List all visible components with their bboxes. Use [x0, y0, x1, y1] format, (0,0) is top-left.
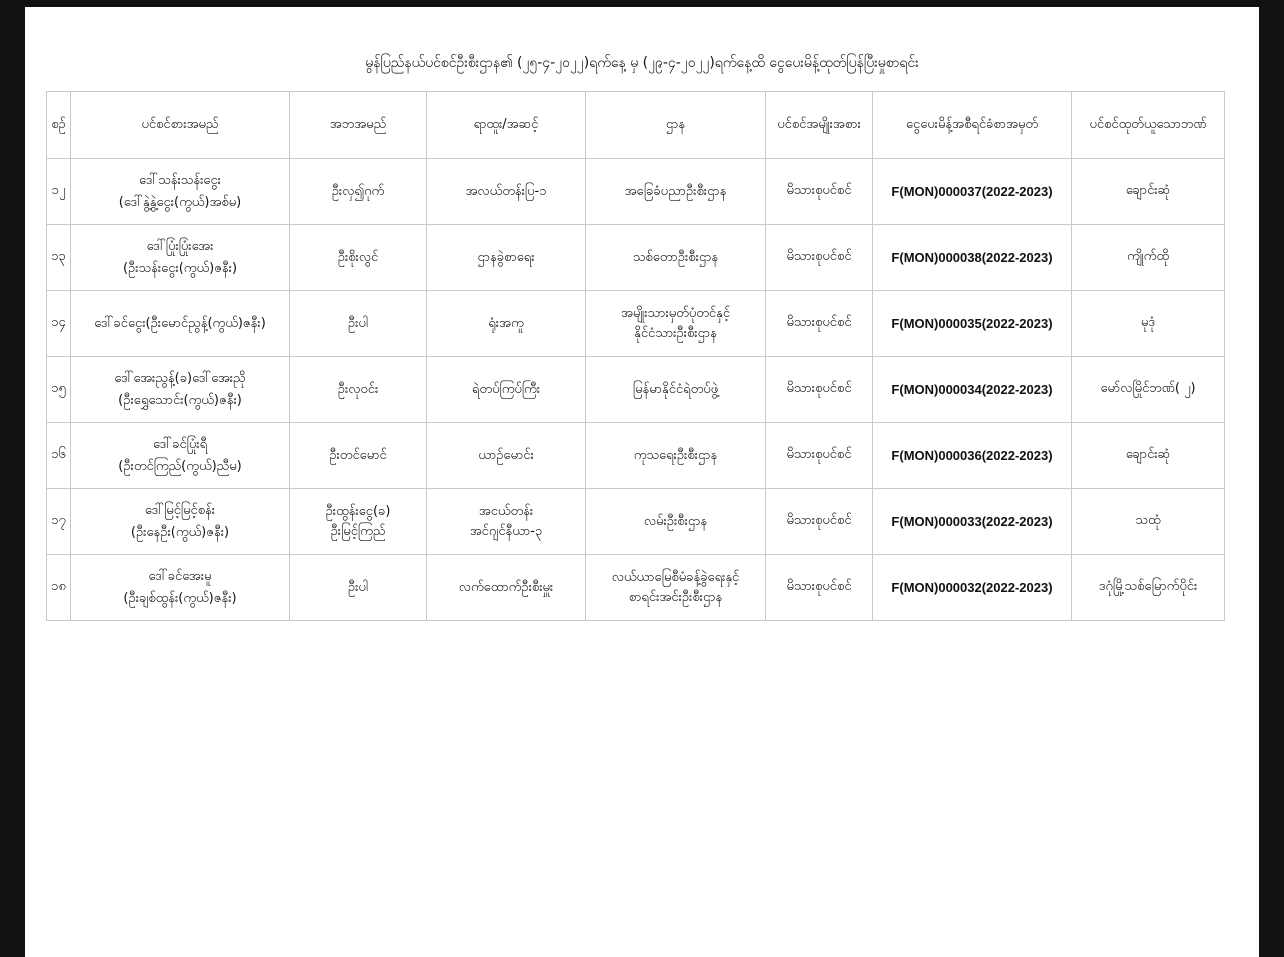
cell-pensioner-name-line: (ဦးရွှေသောင်း(ကွယ်)ဇနီး)	[118, 392, 242, 408]
cell-department	[586, 489, 766, 555]
cell-rank-line: ဌာနခွဲစာရေး	[477, 249, 535, 265]
cell-pensioner-name-line: (ဦးချစ်ထွန်း(ကွယ်)ဇနီး)	[123, 590, 237, 606]
cell-no: ၁၅	[47, 357, 71, 423]
header-rank: ရာထူး/အဆင့်	[427, 92, 586, 159]
cell-rank-line: ရုံးအကူ	[488, 315, 524, 331]
cell-father-name	[290, 159, 427, 225]
cell-rank	[427, 555, 586, 621]
cell-father-name	[290, 291, 427, 357]
cell-father-name	[290, 489, 427, 555]
cell-father-name	[290, 555, 427, 621]
cell-rank	[427, 291, 586, 357]
cell-father-name	[290, 225, 427, 291]
cell-department	[586, 423, 766, 489]
header-dept: ဌာန	[586, 92, 766, 159]
cell-report-code: F(MON)000034(2022-2023)	[873, 357, 1072, 423]
cell-pensioner-name-line: (ဦးသန်းငွေး(ကွယ်)ဇနီး)	[122, 260, 238, 276]
cell-bank: ချောင်းဆုံ	[1072, 159, 1225, 225]
table-row	[47, 291, 1225, 357]
cell-department	[586, 357, 766, 423]
cell-report-code: F(MON)000037(2022-2023)	[873, 159, 1072, 225]
cell-report-code: F(MON)000035(2022-2023)	[873, 291, 1072, 357]
cell-pensioner-name	[71, 423, 290, 489]
cell-rank-line: ရဲတပ်ကြပ်ကြီး	[471, 381, 541, 397]
cell-rank	[427, 159, 586, 225]
table-body	[47, 159, 1225, 621]
header-name: ပင်စင်စားအမည်	[71, 92, 290, 159]
cell-pension-type: မိသားစုပင်စင်	[766, 291, 873, 357]
table-row	[47, 489, 1225, 555]
cell-pension-type: မိသားစုပင်စင်	[766, 555, 873, 621]
cell-no: ၁၈	[47, 555, 71, 621]
table-header-row	[47, 92, 1225, 159]
cell-pensioner-name-line: ဒေါ်သန်းသန်းငွေး	[139, 172, 221, 188]
cell-department-line: သစ်တောဦးစီးဌာန	[632, 249, 719, 265]
cell-department	[586, 225, 766, 291]
cell-pensioner-name-line: ဒေါ်အေးညွန့်(ခ)ဒေါ်အေးညို	[114, 370, 246, 386]
cell-department-line: မြန်မာနိုင်ငံရဲတပ်ဖွဲ့	[632, 381, 719, 397]
header-type: ပင်စင်အမျိုးအစား	[766, 92, 873, 159]
cell-no: ၁၆	[47, 423, 71, 489]
cell-bank: မုဒုံ	[1072, 291, 1225, 357]
header-no: စဥ်	[47, 92, 71, 159]
cell-father-name-line: ဦးလှ၍ဂုက်	[331, 183, 385, 199]
cell-pensioner-name-line: ဒေါ်ခင်ပြုံးရီ	[152, 436, 208, 452]
cell-pensioner-name-line: (ဦးနေဦး(ကွယ်)ဇနီး)	[130, 524, 230, 540]
cell-report-code: F(MON)000032(2022-2023)	[873, 555, 1072, 621]
cell-father-name-line: ဦးထွန်းငွေ(ခ)	[325, 503, 391, 519]
cell-department-line: အမျိုးသားမှတ်ပုံတင်နှင့်	[620, 305, 731, 321]
cell-bank: မော်လမြိုင်ဘဏ်( ၂)	[1072, 357, 1225, 423]
cell-pension-type: မိသားစုပင်စင်	[766, 423, 873, 489]
cell-no: ၁၃	[47, 225, 71, 291]
cell-rank-line: အလယ်တန်းပြ-၁	[465, 183, 547, 199]
cell-pensioner-name	[71, 159, 290, 225]
cell-pensioner-name	[71, 291, 290, 357]
cell-department	[586, 291, 766, 357]
cell-no: ၁၄	[47, 291, 71, 357]
cell-father-name	[290, 357, 427, 423]
cell-rank-line: အင်ဂျင်နီယာ-၃	[469, 523, 543, 539]
cell-department-line: နိုင်ငံသားဦးစီးဌာန	[634, 325, 717, 341]
cell-department	[586, 159, 766, 225]
cell-father-name-line: ဦးလုဝင်း	[337, 381, 379, 397]
cell-pension-type: မိသားစုပင်စင်	[766, 357, 873, 423]
cell-rank	[427, 357, 586, 423]
cell-rank	[427, 489, 586, 555]
cell-pensioner-name	[71, 225, 290, 291]
cell-rank	[427, 423, 586, 489]
cell-pension-type: မိသားစုပင်စင်	[766, 225, 873, 291]
cell-father-name	[290, 423, 427, 489]
cell-report-code: F(MON)000036(2022-2023)	[873, 423, 1072, 489]
document-page	[25, 7, 1259, 957]
cell-department-line: အခြေခံပညာဦးစီးဌာန	[624, 183, 727, 199]
document-title: မွန်ပြည်နယ်ပင်စင်ဦးစီးဌာန၏ (၂၅-၄-၂၀၂၂)ရက်နေ့ မှ (၂၉-၄-၂၀၂၂)ရက်နေ့ထိ ငွေပေးမိန့်ထုတ်ပြန်ပြီးမှုစာရင်း	[365, 55, 919, 71]
cell-report-code: F(MON)000033(2022-2023)	[873, 489, 1072, 555]
cell-father-name-line: ဦးပါ	[347, 315, 369, 331]
cell-bank: သထုံ	[1072, 489, 1225, 555]
cell-bank: ဒဂုံမြို့သစ်မြောက်ပိုင်း	[1072, 555, 1225, 621]
header-father: အဘအမည်	[290, 92, 427, 159]
cell-rank-line: အငယ်တန်း	[478, 503, 534, 519]
table-row	[47, 357, 1225, 423]
cell-report-code: F(MON)000038(2022-2023)	[873, 225, 1072, 291]
cell-bank: ကျိုက်ထို	[1072, 225, 1225, 291]
table-row	[47, 555, 1225, 621]
cell-pension-type: မိသားစုပင်စင်	[766, 489, 873, 555]
cell-bank: ချောင်းဆုံ	[1072, 423, 1225, 489]
cell-department	[586, 555, 766, 621]
cell-father-name-line: ဦးမြင့်ကြည်	[330, 523, 386, 539]
cell-pensioner-name-line: ဒေါ်ပြုံးပြုံးအေး	[146, 238, 214, 254]
header-code: ငွေပေးမိန့်အစီရင်ခံစာအမှတ်	[873, 92, 1072, 159]
cell-pensioner-name-line: (ဒေါ်နွဲ့နွဲ့ငွေး(ကွယ်)အစ်မ)	[118, 194, 242, 210]
cell-pension-type: မိသားစုပင်စင်	[766, 159, 873, 225]
pension-table	[46, 91, 1225, 621]
cell-department-line: လယ်ယာမြေစီမံခန့်ခွဲရေးနှင့်	[611, 569, 740, 585]
cell-rank	[427, 225, 586, 291]
header-bank: ပင်စင်ထုတ်ယူသောဘဏ်	[1072, 92, 1225, 159]
cell-department-line: ကုသရေးဦးစီးဌာန	[633, 447, 718, 463]
table-row	[47, 225, 1225, 291]
cell-no: ၁၂	[47, 159, 71, 225]
cell-pensioner-name	[71, 489, 290, 555]
cell-department-line: လမ်းဦးစီးဌာန	[643, 513, 708, 529]
cell-rank-line: ယာဉ်မောင်း	[478, 447, 534, 463]
cell-pensioner-name-line: ဒေါ်မြင့်မြင့်စန်း	[144, 502, 216, 518]
table-row	[47, 423, 1225, 489]
table-row	[47, 159, 1225, 225]
cell-father-name-line: ဦးတင်မောင်	[329, 447, 387, 463]
cell-pensioner-name	[71, 357, 290, 423]
cell-pensioner-name-line: ဒေါ်ခင်အေးမူ	[148, 568, 212, 584]
cell-pensioner-name-line: ဒေါ်ခင်ငွေး(ဦးမောင်ညွန့်(ကွယ်)ဇနီး)	[94, 315, 266, 331]
cell-father-name-line: ဦးပါ	[347, 579, 369, 595]
cell-father-name-line: ဦးစိုးလွင်	[337, 249, 379, 265]
cell-department-line: စာရင်းအင်းဦးစီးဌာန	[628, 589, 723, 605]
cell-no: ၁၇	[47, 489, 71, 555]
cell-pensioner-name	[71, 555, 290, 621]
cell-rank-line: လက်ထောက်ဦးစီးမှူး	[458, 579, 554, 595]
cell-pensioner-name-line: (ဦးတင်ကြည်(ကွယ်)ညီမ)	[118, 458, 242, 474]
